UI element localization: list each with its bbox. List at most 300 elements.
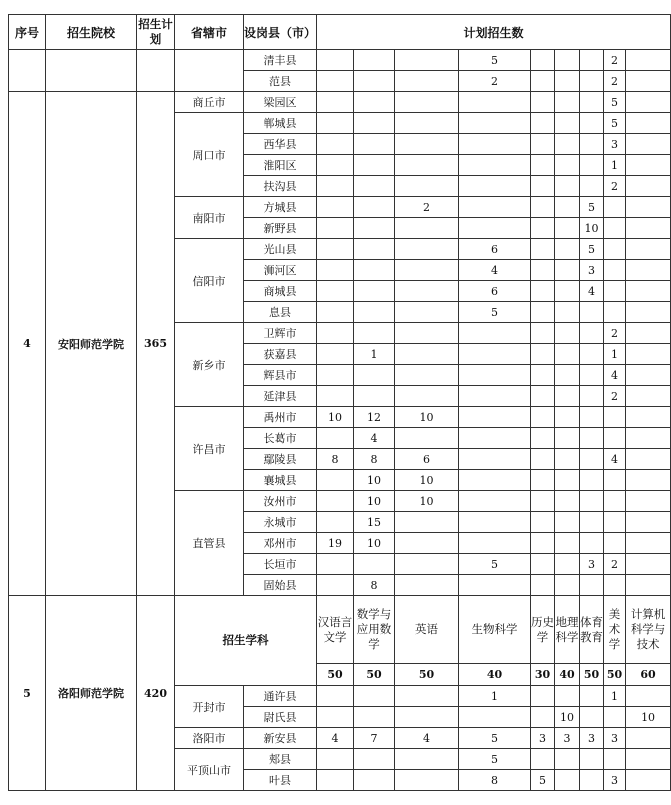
value-cell: 10 (395, 470, 459, 491)
value-cell (580, 449, 604, 470)
value-cell (555, 71, 580, 92)
value-cell (317, 575, 354, 596)
subject-name: 美术学 (604, 596, 626, 664)
county-cell: 息县 (244, 302, 317, 323)
value-cell (354, 770, 395, 791)
value-cell: 2 (459, 71, 531, 92)
county-cell: 清丰县 (244, 50, 317, 71)
value-cell: 10 (354, 470, 395, 491)
county-cell: 方城县 (244, 197, 317, 218)
value-cell (395, 428, 459, 449)
value-cell: 6 (459, 281, 531, 302)
value-cell (555, 176, 580, 197)
value-cell (395, 575, 459, 596)
value-cell: 3 (555, 728, 580, 749)
value-cell (531, 134, 555, 155)
value-cell (626, 176, 671, 197)
value-cell (555, 470, 580, 491)
value-cell: 1 (604, 686, 626, 707)
header-province: 省辖市 (175, 15, 244, 50)
subject-total: 40 (459, 664, 531, 686)
value-cell (626, 197, 671, 218)
value-cell (354, 71, 395, 92)
county-cell: 襄城县 (244, 470, 317, 491)
school-plan: 420 (137, 596, 175, 791)
value-cell: 15 (354, 512, 395, 533)
value-cell (317, 428, 354, 449)
value-cell (555, 302, 580, 323)
value-cell (531, 386, 555, 407)
value-cell (459, 707, 531, 728)
value-cell (580, 575, 604, 596)
value-cell (354, 134, 395, 155)
value-cell: 4 (317, 728, 354, 749)
value-cell (531, 281, 555, 302)
subject-name: 计算机科学与技术 (626, 596, 671, 664)
value-cell: 10 (317, 407, 354, 428)
value-cell (531, 749, 555, 770)
value-cell (459, 428, 531, 449)
value-cell (555, 554, 580, 575)
value-cell (317, 281, 354, 302)
value-cell (555, 770, 580, 791)
value-cell: 2 (604, 71, 626, 92)
value-cell (395, 323, 459, 344)
header-school: 招生院校 (46, 15, 137, 50)
value-cell (395, 71, 459, 92)
value-cell (580, 323, 604, 344)
value-cell (626, 686, 671, 707)
value-cell: 2 (604, 176, 626, 197)
value-cell (531, 155, 555, 176)
value-cell (580, 407, 604, 428)
value-cell (626, 134, 671, 155)
value-cell (317, 302, 354, 323)
county-cell: 固始县 (244, 575, 317, 596)
city-cell: 周口市 (175, 113, 244, 197)
county-cell: 淮阳区 (244, 155, 317, 176)
value-cell (395, 218, 459, 239)
value-cell (580, 428, 604, 449)
value-cell (459, 365, 531, 386)
value-cell (580, 686, 604, 707)
value-cell (604, 749, 626, 770)
county-cell: 郸城县 (244, 113, 317, 134)
value-cell (317, 92, 354, 113)
value-cell (531, 533, 555, 554)
value-cell: 2 (604, 386, 626, 407)
county-cell: 永城市 (244, 512, 317, 533)
value-cell (626, 113, 671, 134)
value-cell (626, 365, 671, 386)
value-cell (626, 428, 671, 449)
value-cell (317, 386, 354, 407)
value-cell (531, 323, 555, 344)
value-cell (604, 512, 626, 533)
value-cell (580, 92, 604, 113)
value-cell (354, 749, 395, 770)
county-cell: 禹州市 (244, 407, 317, 428)
value-cell (354, 386, 395, 407)
subject-name: 汉语言文学 (317, 596, 354, 664)
value-cell (626, 260, 671, 281)
value-cell (580, 770, 604, 791)
value-cell: 3 (580, 728, 604, 749)
school-seq: 5 (9, 596, 46, 791)
value-cell (317, 260, 354, 281)
plan-cell-continued (137, 50, 175, 92)
value-cell (555, 407, 580, 428)
city-cell: 新乡市 (175, 323, 244, 407)
school-name: 洛阳师范学院 (46, 596, 137, 791)
value-cell (459, 575, 531, 596)
subject-name: 生物科学 (459, 596, 531, 664)
value-cell: 8 (317, 449, 354, 470)
value-cell (555, 386, 580, 407)
value-cell: 5 (604, 92, 626, 113)
value-cell (317, 218, 354, 239)
value-cell (531, 428, 555, 449)
value-cell (317, 470, 354, 491)
value-cell (604, 218, 626, 239)
county-cell: 辉县市 (244, 365, 317, 386)
value-cell: 10 (354, 533, 395, 554)
header-plan-count: 计划招生数 (317, 15, 671, 50)
value-cell (626, 323, 671, 344)
value-cell: 3 (604, 770, 626, 791)
value-cell (317, 491, 354, 512)
value-cell (604, 239, 626, 260)
value-cell (580, 302, 604, 323)
county-cell: 延津县 (244, 386, 317, 407)
value-cell (395, 707, 459, 728)
value-cell (459, 113, 531, 134)
value-cell (580, 470, 604, 491)
value-cell (354, 92, 395, 113)
value-cell (555, 260, 580, 281)
value-cell (626, 575, 671, 596)
value-cell (555, 686, 580, 707)
value-cell (531, 344, 555, 365)
value-cell (555, 749, 580, 770)
value-cell (555, 113, 580, 134)
table-row (9, 92, 671, 113)
value-cell (531, 512, 555, 533)
value-cell: 10 (395, 407, 459, 428)
value-cell (531, 407, 555, 428)
value-cell (604, 470, 626, 491)
value-cell (354, 281, 395, 302)
city-cell: 商丘市 (175, 92, 244, 113)
city-cell: 信阳市 (175, 239, 244, 323)
value-cell (580, 176, 604, 197)
value-cell: 5 (459, 302, 531, 323)
value-cell (354, 323, 395, 344)
value-cell (459, 134, 531, 155)
value-cell: 1 (604, 155, 626, 176)
subject-name: 英语 (395, 596, 459, 664)
value-cell (459, 470, 531, 491)
value-cell (395, 134, 459, 155)
value-cell (531, 449, 555, 470)
value-cell: 5 (459, 749, 531, 770)
value-cell (604, 407, 626, 428)
value-cell (354, 302, 395, 323)
value-cell (604, 302, 626, 323)
value-cell (459, 386, 531, 407)
value-cell (555, 449, 580, 470)
value-cell (354, 218, 395, 239)
value-cell (531, 686, 555, 707)
value-cell (626, 344, 671, 365)
enrollment-plan-table (8, 14, 671, 791)
county-cell: 范县 (244, 71, 317, 92)
value-cell (317, 707, 354, 728)
value-cell (395, 302, 459, 323)
value-cell (395, 512, 459, 533)
value-cell (531, 92, 555, 113)
value-cell (459, 176, 531, 197)
county-cell: 长葛市 (244, 428, 317, 449)
value-cell (531, 113, 555, 134)
county-cell: 叶县 (244, 770, 317, 791)
value-cell: 3 (580, 260, 604, 281)
county-cell: 光山县 (244, 239, 317, 260)
value-cell (531, 575, 555, 596)
value-cell: 10 (354, 491, 395, 512)
value-cell (459, 92, 531, 113)
county-cell: 鄢陵县 (244, 449, 317, 470)
value-cell: 3 (531, 728, 555, 749)
city-cell: 许昌市 (175, 407, 244, 491)
value-cell (531, 365, 555, 386)
subject-total: 50 (604, 664, 626, 686)
value-cell (555, 239, 580, 260)
value-cell: 1 (459, 686, 531, 707)
value-cell (626, 386, 671, 407)
value-cell (580, 386, 604, 407)
city-cell: 开封市 (175, 686, 244, 728)
value-cell (555, 428, 580, 449)
county-cell: 商城县 (244, 281, 317, 302)
county-cell: 邓州市 (244, 533, 317, 554)
value-cell (531, 470, 555, 491)
value-cell (317, 554, 354, 575)
value-cell (580, 50, 604, 71)
value-cell (580, 512, 604, 533)
value-cell (354, 554, 395, 575)
value-cell: 5 (459, 50, 531, 71)
value-cell (531, 302, 555, 323)
value-cell (626, 92, 671, 113)
value-cell (317, 155, 354, 176)
subject-total: 30 (531, 664, 555, 686)
value-cell (317, 113, 354, 134)
value-cell (395, 344, 459, 365)
value-cell: 5 (459, 728, 531, 749)
value-cell (626, 239, 671, 260)
value-cell (317, 71, 354, 92)
value-cell: 4 (354, 428, 395, 449)
value-cell (395, 113, 459, 134)
value-cell (395, 239, 459, 260)
county-cell: 汝州市 (244, 491, 317, 512)
value-cell: 12 (354, 407, 395, 428)
subject-total: 60 (626, 664, 671, 686)
value-cell: 3 (604, 134, 626, 155)
value-cell (580, 71, 604, 92)
value-cell (354, 113, 395, 134)
value-cell (555, 512, 580, 533)
value-cell (626, 407, 671, 428)
value-cell: 1 (354, 344, 395, 365)
value-cell (531, 197, 555, 218)
value-cell (354, 707, 395, 728)
value-cell (580, 533, 604, 554)
value-cell (580, 134, 604, 155)
value-cell (317, 365, 354, 386)
value-cell (459, 512, 531, 533)
value-cell (395, 176, 459, 197)
value-cell (459, 323, 531, 344)
value-cell (317, 512, 354, 533)
value-cell (459, 197, 531, 218)
value-cell (555, 575, 580, 596)
value-cell (395, 386, 459, 407)
value-cell: 19 (317, 533, 354, 554)
value-cell (531, 239, 555, 260)
subject-name: 历史学 (531, 596, 555, 664)
table-body (9, 50, 671, 791)
value-cell: 5 (604, 113, 626, 134)
value-cell: 8 (354, 449, 395, 470)
value-cell (459, 491, 531, 512)
county-cell: 梁园区 (244, 92, 317, 113)
value-cell: 1 (604, 344, 626, 365)
value-cell: 10 (395, 491, 459, 512)
value-cell (626, 71, 671, 92)
value-cell: 5 (459, 554, 531, 575)
value-cell (395, 533, 459, 554)
school-name: 安阳师范学院 (46, 92, 137, 596)
value-cell (555, 50, 580, 71)
city-cell: 直管县 (175, 491, 244, 596)
value-cell (395, 365, 459, 386)
school-plan: 365 (137, 92, 175, 596)
header-seq: 序号 (9, 15, 46, 50)
value-cell: 7 (354, 728, 395, 749)
subject-total: 50 (395, 664, 459, 686)
value-cell (354, 50, 395, 71)
value-cell: 10 (580, 218, 604, 239)
value-cell (395, 770, 459, 791)
value-cell (580, 707, 604, 728)
value-cell (354, 686, 395, 707)
county-cell: 西华县 (244, 134, 317, 155)
value-cell (626, 155, 671, 176)
value-cell (317, 134, 354, 155)
value-cell (317, 176, 354, 197)
subjects-label: 招生学科 (175, 596, 317, 686)
value-cell: 4 (580, 281, 604, 302)
value-cell (626, 749, 671, 770)
value-cell (555, 92, 580, 113)
value-cell (317, 323, 354, 344)
value-cell (354, 239, 395, 260)
value-cell (459, 155, 531, 176)
city-cell-continued (175, 50, 244, 92)
value-cell (531, 491, 555, 512)
value-cell (626, 218, 671, 239)
value-cell (555, 218, 580, 239)
subject-total: 50 (354, 664, 395, 686)
value-cell (580, 344, 604, 365)
value-cell (395, 554, 459, 575)
subject-total: 50 (580, 664, 604, 686)
value-cell (604, 428, 626, 449)
value-cell: 8 (354, 575, 395, 596)
value-cell (531, 50, 555, 71)
school-cell-continued (46, 50, 137, 92)
header-plan: 招生计划 (137, 15, 175, 50)
value-cell: 5 (531, 770, 555, 791)
header-county: 设岗县（市） (244, 15, 317, 50)
value-cell (626, 491, 671, 512)
value-cell: 4 (604, 449, 626, 470)
county-cell: 新野县 (244, 218, 317, 239)
value-cell (459, 344, 531, 365)
value-cell (626, 554, 671, 575)
value-cell: 8 (459, 770, 531, 791)
value-cell (626, 449, 671, 470)
value-cell (317, 749, 354, 770)
value-cell (604, 260, 626, 281)
table-row (9, 50, 671, 71)
subject-name: 体育教育 (580, 596, 604, 664)
value-cell (395, 260, 459, 281)
value-cell (555, 323, 580, 344)
value-cell (317, 197, 354, 218)
value-cell (555, 281, 580, 302)
value-cell (580, 749, 604, 770)
value-cell (531, 554, 555, 575)
school-seq: 4 (9, 92, 46, 596)
county-cell: 新安县 (244, 728, 317, 749)
value-cell (354, 197, 395, 218)
value-cell (626, 281, 671, 302)
county-cell: 通许县 (244, 686, 317, 707)
value-cell: 4 (604, 365, 626, 386)
value-cell (580, 155, 604, 176)
value-cell (459, 218, 531, 239)
value-cell: 2 (604, 323, 626, 344)
value-cell (395, 155, 459, 176)
county-cell: 浉河区 (244, 260, 317, 281)
value-cell: 3 (580, 554, 604, 575)
subject-total: 40 (555, 664, 580, 686)
value-cell (531, 176, 555, 197)
value-cell (459, 407, 531, 428)
value-cell (555, 365, 580, 386)
value-cell (580, 491, 604, 512)
value-cell (604, 197, 626, 218)
subjects-row (9, 596, 671, 664)
city-cell: 洛阳市 (175, 728, 244, 749)
county-cell: 长垣市 (244, 554, 317, 575)
value-cell (354, 260, 395, 281)
value-cell (626, 470, 671, 491)
value-cell (395, 50, 459, 71)
